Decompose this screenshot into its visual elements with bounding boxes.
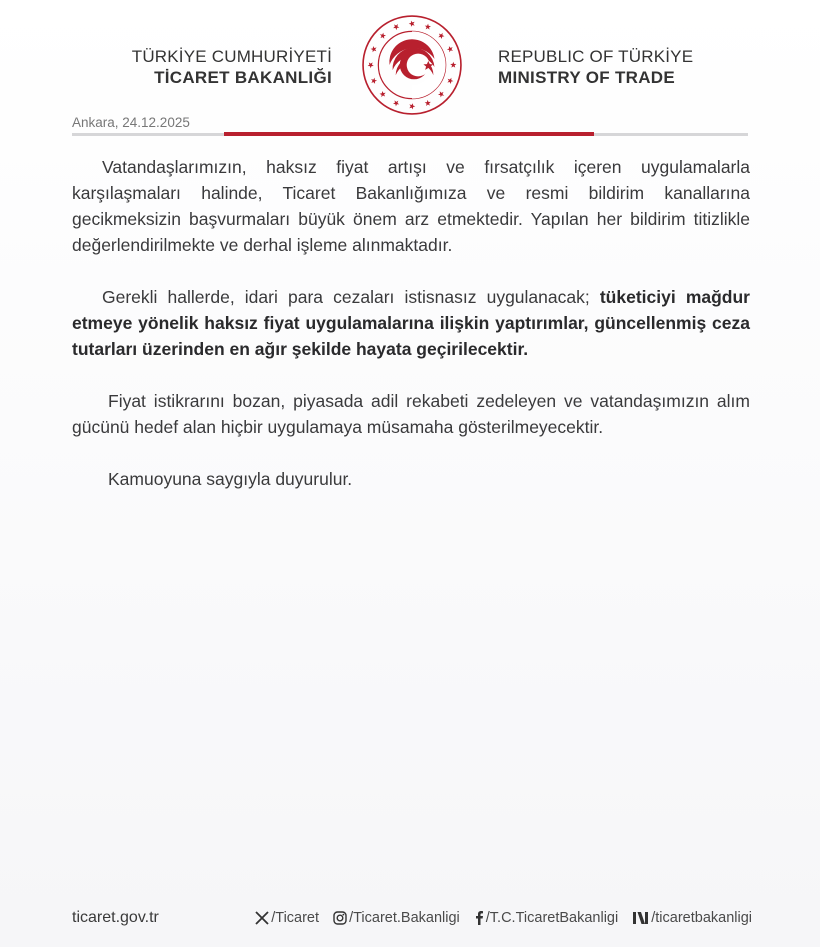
seal-star — [371, 46, 377, 52]
seal-star — [447, 46, 453, 52]
header-left-line2: TİCARET BAKANLIĞI — [154, 68, 332, 87]
seal-star — [425, 100, 431, 106]
paragraph-2 — [72, 284, 750, 362]
seal-star — [371, 78, 377, 84]
paragraph-2-bold: tüketiciyi mağdur etmeye yönelik haksız fiyat uygulamalarına ilişkin yaptırımlar, güncellenmiş ceza tutarları üzerinden en ağır şekilde hayata geçirilecektir. — [72, 287, 750, 359]
seal-star — [380, 91, 386, 97]
header-right-line1: REPUBLIC OF TÜRKİYE — [498, 47, 694, 66]
x-icon — [255, 911, 269, 925]
seal-star — [380, 33, 386, 39]
social-nsosyal-handle: /ticaretbakanligi — [651, 910, 752, 926]
header-english-title — [498, 46, 693, 89]
closing-line: Kamuoyuna saygıyla duyurulur. — [108, 469, 353, 489]
social-x[interactable] — [255, 910, 319, 926]
social-facebook[interactable] — [474, 910, 618, 926]
seal-star — [368, 62, 374, 68]
instagram-icon — [333, 911, 347, 925]
website-link[interactable]: ticaret.gov.tr — [72, 909, 159, 926]
seal-star — [438, 33, 444, 39]
header-turkish-title — [132, 46, 332, 89]
social-x-handle: /Ticaret — [271, 910, 320, 926]
ministry-seal-logo — [361, 14, 463, 116]
social-instagram-handle: /Ticaret.Bakanligi — [349, 910, 460, 926]
seal-star — [409, 21, 415, 27]
seal-star — [425, 24, 431, 30]
social-links — [245, 910, 752, 926]
paragraph-3: Fiyat istikrarını bozan, piyasada adil rekabeti zedeleyen ve vatandaşımızın alım gücünü hedef alan hiçbir uygulamaya müsamaha gösterilmeyecektir. — [72, 391, 750, 437]
letterhead — [0, 14, 820, 114]
header-left-line1: TÜRKİYE CUMHURİYETİ — [131, 47, 332, 66]
seal-star — [447, 78, 453, 84]
seal-star — [438, 91, 444, 97]
seal-star — [409, 103, 415, 109]
seal-star — [393, 100, 399, 106]
facebook-icon — [474, 911, 484, 925]
paragraph-1: Vatandaşlarımızın, haksız fiyat artışı ve fırsatçılık içeren uygulamalarla karşılaşmaları halinde, Ticaret Bakanlığımıza ve resmi bildirim kanallarına gecikmeksizin başvurmaları büyük önem arz etmektedir. Yapılan her bildirim titizlikle değerlendirilmekte ve derhal işleme alınmaktadır. — [72, 157, 750, 255]
date-location: Ankara, 24.12.2025 — [72, 115, 190, 130]
footer — [72, 909, 752, 929]
social-facebook-handle: /T.C.TicaretBakanligi — [485, 910, 619, 926]
paragraph-2-normal: Gerekli hallerde, idari para cezaları istisnasız uygulanacak; — [102, 287, 600, 307]
social-instagram[interactable] — [333, 910, 460, 926]
social-nsosyal[interactable] — [632, 910, 752, 926]
header-divider-accent — [224, 132, 594, 136]
nsosyal-icon — [632, 911, 649, 925]
press-release-body — [72, 154, 750, 492]
seal-star — [450, 62, 456, 68]
header-right-line2: MINISTRY OF TRADE — [498, 68, 675, 87]
seal-star — [393, 24, 399, 30]
